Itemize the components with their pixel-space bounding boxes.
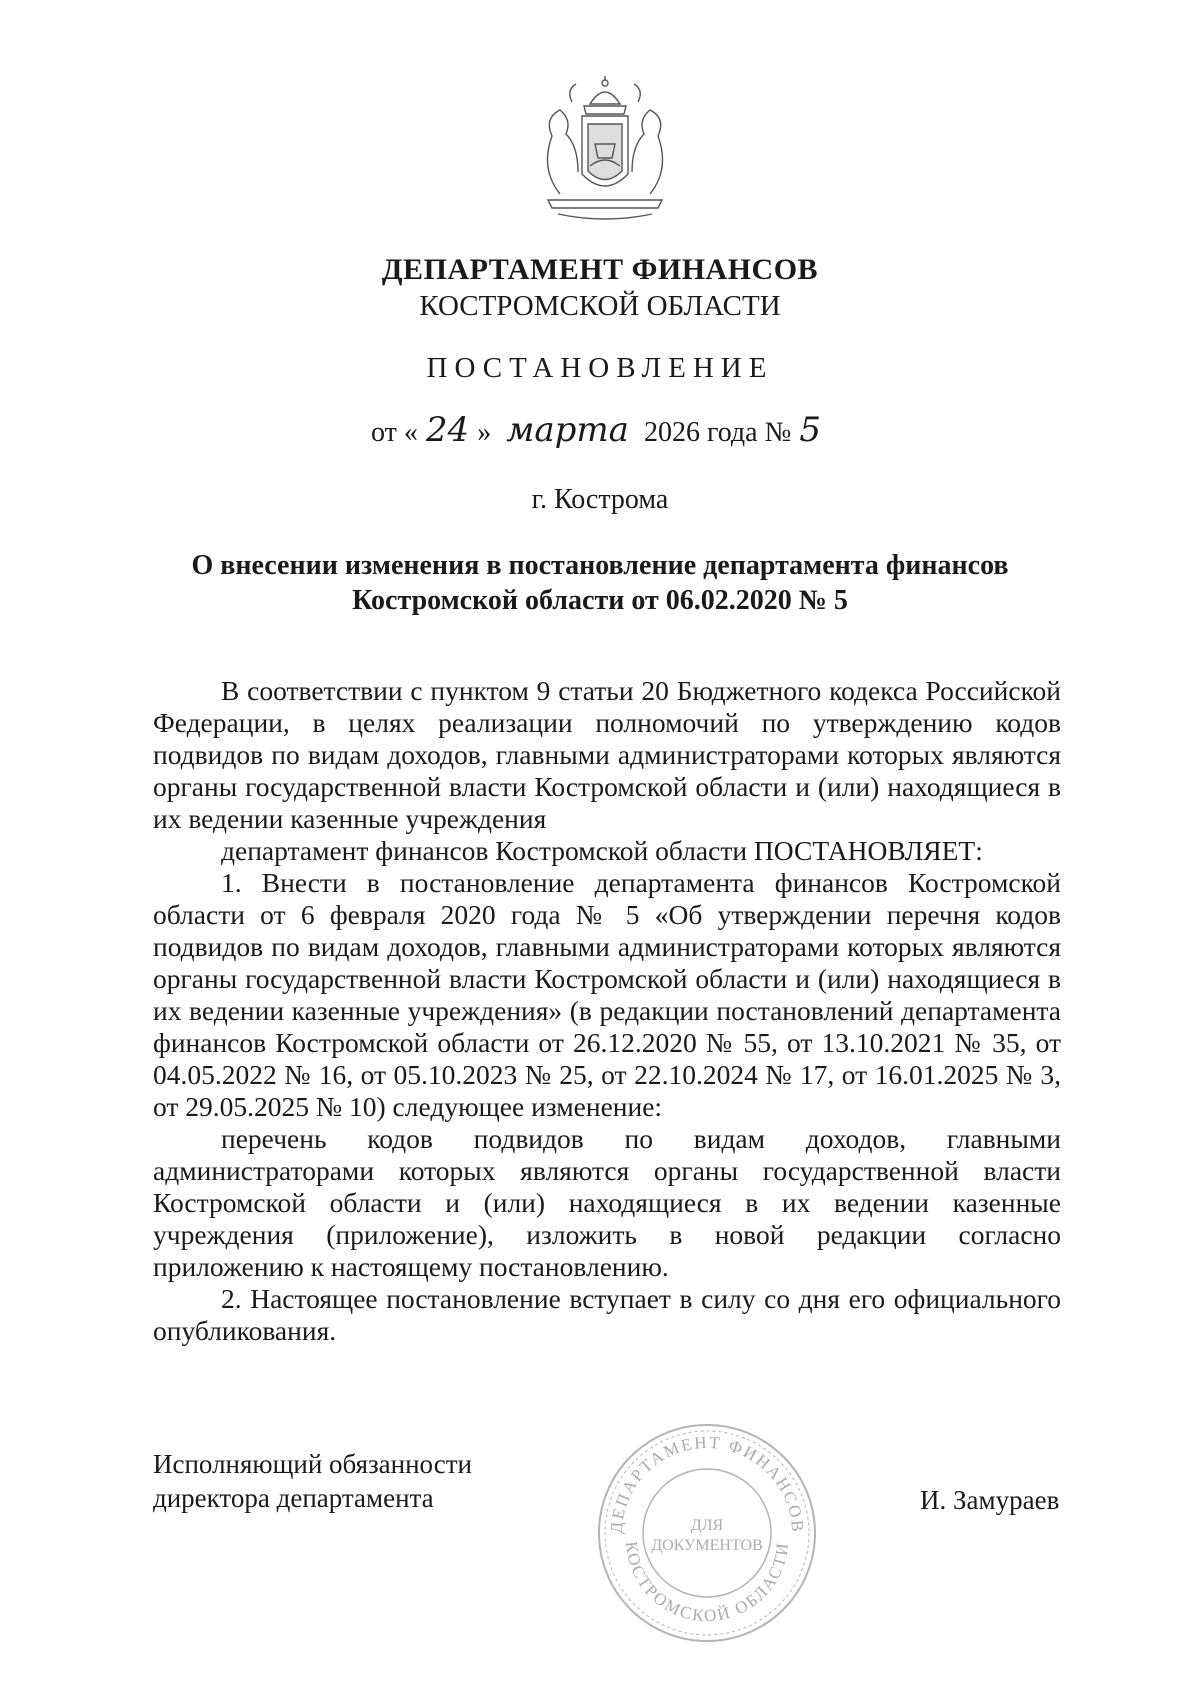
document-date-line xyxy=(0,410,1200,450)
stamp-center-text-1: ДЛЯ xyxy=(690,1517,724,1534)
position-line-1: Исполняющий обязанности xyxy=(153,1449,472,1479)
signatory-name: И. Замураев xyxy=(920,1485,1060,1515)
department-region: КОСТРОМСКОЙ ОБЛАСТИ xyxy=(419,290,781,322)
body-paragraph-item-2: 2. Настоящее постановление вступает в силу со дня его официального опубликования. xyxy=(153,1283,1061,1346)
date-year-text: 2026 года № xyxy=(643,417,792,448)
body-paragraph-item-1: 1. Внести в постановление департамента финансов Костромской области от 6 февраля 2020 года № 5 «Об утверждении перечня кодов подвидов по видам доходов, главными администраторами которых являются органы государственной власти Костромской области и (или) находящиеся в их ведении казенные учреждения» (в редакции постановлений департамента финансов Костромской области от 26.12.2020 № 55, от 13.10.2021 № 35, от 04.05.2022 № 16, от 05.10.2023 № 25, от 22.10.2024 № 17, от 16.01.2025 № 3, от 29.05.2025 № 10) следующее изменение: xyxy=(153,867,1061,1122)
kostroma-coat-of-arms-icon xyxy=(520,74,690,224)
stamp-outer-text-bottom: КОСТРОМСКОЙ ОБЛАСТИ xyxy=(621,1540,793,1626)
date-prefix: от « xyxy=(371,417,418,448)
handwritten-month: марта xyxy=(506,410,629,450)
subject-line-2: Костромской области от 06.02.2020 № 5 xyxy=(352,585,848,616)
document-body xyxy=(153,675,1061,1347)
stamp-outer-text-top: ДЕПАРТАМЕНТ ФИНАНСОВ xyxy=(606,1432,808,1535)
department-title: ДЕПАРТАМЕНТ ФИНАНСОВ xyxy=(381,253,819,286)
subject-line-1: О внесении изменения в постановление департамента финансов xyxy=(191,550,1009,581)
document-type: ПОСТАНОВЛЕНИЕ xyxy=(426,352,774,384)
position-line-2: директора департамента xyxy=(153,1483,434,1513)
body-paragraph-change: перечень кодов подвидов по видам доходов, главными администраторами которых являются органы государственной власти Костромской области и (или) находящиеся в их ведении казенные учреждения (приложение), изложить в новой редакции согласно приложению к настоящему постановлению. xyxy=(153,1123,1061,1282)
date-mid: » xyxy=(477,417,492,448)
body-paragraph-resolves: департамент финансов Костромской области ПОСТАНОВЛЯЕТ: xyxy=(221,835,983,866)
signatory-position xyxy=(153,1447,472,1515)
body-paragraph-basis: В соответствии с пунктом 9 статьи 20 Бюджетного кодекса Российской Федерации, в целях реализации полномочий по утверждению кодов подвидов по видам доходов, главными администраторами которых являются органы государственной власти Костромской области и (или) находящиеся в их ведении казенные учреждения xyxy=(153,675,1061,834)
handwritten-day: 24 xyxy=(425,410,470,450)
stamp-center-text-2: ДОКУМЕНТОВ xyxy=(651,1537,763,1554)
document-city: г. Кострома xyxy=(531,484,669,515)
document-subject xyxy=(0,548,1200,618)
official-seal-stamp-icon xyxy=(592,1418,822,1648)
handwritten-number: 5 xyxy=(799,410,821,450)
